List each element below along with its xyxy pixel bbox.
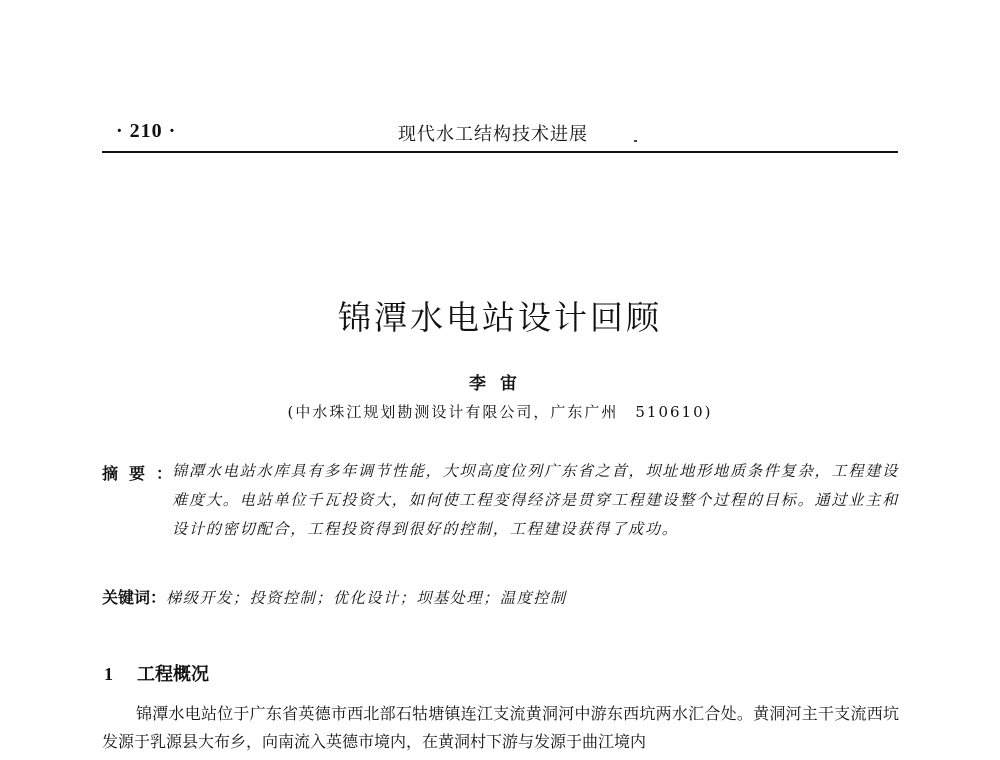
keywords-text: 梯级开发；投资控制；优化设计；坝基处理；温度控制 — [166, 589, 567, 607]
author-affiliation: (中水珠江规划勘测设计有限公司，广东广州 510610) — [287, 403, 713, 421]
body-paragraph: 锦潭水电站位于广东省英德市西北部石牯塘镇连江支流黄洞河中游东西坑两水汇合处。黄洞河主干支流西坑发源于乳源县大布乡，向南流入英德市境内，在黄洞村下游与发源于曲江境内 — [102, 706, 899, 751]
abstract-label: 摘要： — [102, 464, 184, 483]
keywords — [102, 585, 899, 608]
page-number: · 210 · — [116, 120, 177, 142]
article-title: 锦潭水电站设计回顾 — [338, 298, 662, 337]
section-title: 工程概况 — [137, 664, 209, 684]
section-number: 1 — [104, 664, 113, 684]
header-rule — [102, 151, 898, 153]
section-heading — [104, 660, 209, 686]
author-name: 李宙 — [469, 374, 531, 394]
abstract-text: 锦潭水电站水库具有多年调节性能，大坝高度位列广东省之首，坝址地形地质条件复杂，工程建设难度大。电站单位千瓦投资大，如何使工程变得经济是贯穿工程建设整个过程的目标。通过业主和设计的密切配合，工程投资得到很好的控制，工程建设获得了成功。 — [172, 462, 899, 538]
running-head — [102, 116, 898, 148]
journal-title: 现代水工结构技术进展 — [398, 124, 588, 145]
keywords-label: 关键词： — [102, 588, 167, 607]
stray-mark — [634, 140, 637, 142]
